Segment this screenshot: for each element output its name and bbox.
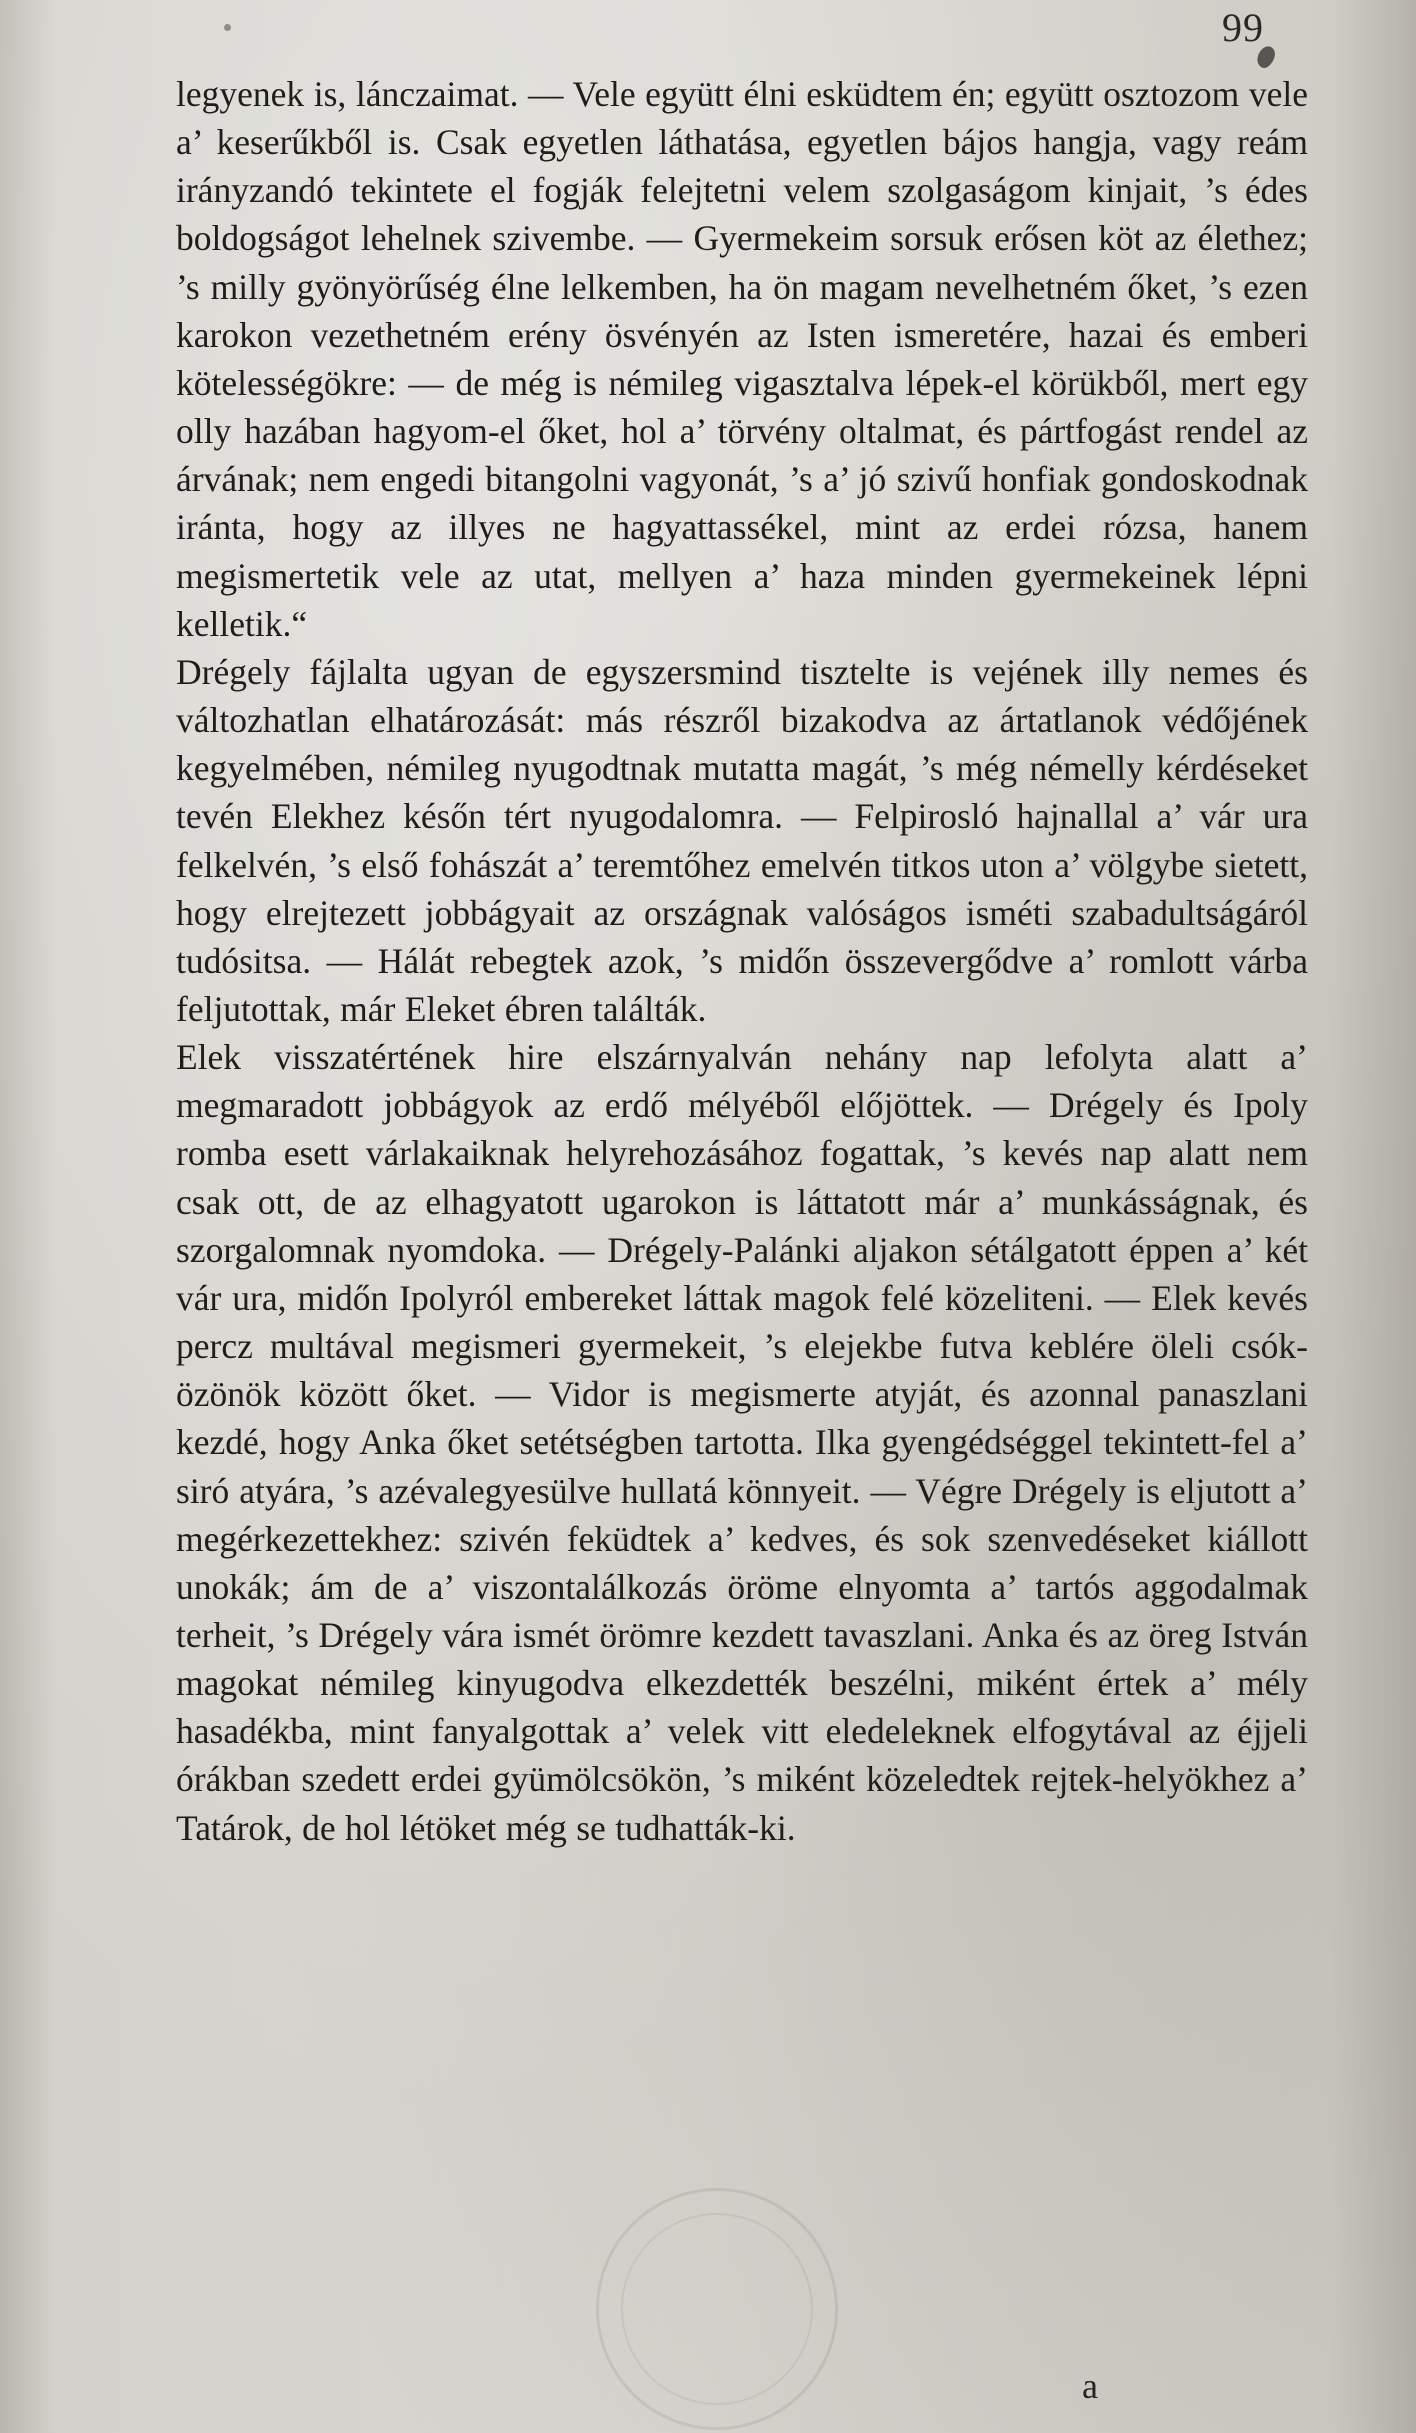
body-text: [176, 70, 1308, 1852]
faded-library-stamp-ring: [621, 2213, 813, 2405]
ink-dot: [224, 24, 231, 31]
paragraph-1: legyenek is, lánczaimat. — Vele együtt élni esküdtem én; együtt osztozom vele a’ keserűkből is. Csak egyetlen láthatása, egyetlen bájos hangja, vagy reám irányzandó tekintete el fogják felejtetni velem szolgaságom kinjait, ’s édes boldogságot lehelnek szivembe. — Gyermekeim sorsuk erősen köt az élethez; ’s milly gyönyörűség élne lelkemben, ha ön magam nevelhetném őket, ’s ezen karokon vezethetném erény ösvényén az Isten ismeretére, hazai és emberi kötelességökre: — de még is némileg vigasztalva lépek-el körükből, mert egy olly hazában hagyom-el őket, hol a’ törvény oltalmat, és pártfogást rendel az árvának; nem engedi bitangolni vagyonát, ’s a’ jó szivű honfiak gondoskodnak iránta, hogy az illyes ne hagyattassékel, mint az erdei rózsa, hanem megismertetik vele az utat, mellyen a’ haza minden gyermekeinek lépni kelletik.“: [176, 74, 1308, 644]
paragraph-3: Elek visszatértének hire elszárnyalván nehány nap lefolyta alatt a’ megmaradott jobbágyok az erdő mélyéből előjöttek. — Drégely és Ipoly romba esett várlakaiknak helyrehozásához fogattak, ’s kevés nap alatt nem csak ott, de az elhagyatott ugarokon is láttatott már a’ munkásságnak, és szorgalomnak nyomdoka. — Drégely-Palánki aljakon sétálgatott éppen a’ két vár ura, midőn Ipolyról embereket láttak magok felé közeliteni. — Elek kevés percz multával megismeri gyermekeit, ’s elejekbe futva keblére öleli csók-özönök között őket. — Vidor is megismerte atyját, és azonnal panaszlani kezdé, hogy Anka őket setétségben tartotta. Ilka gyengédséggel tekintett-fel a’ siró atyára, ’s azévalegyesülve hullatá könnyeit. — Végre Drégely is eljutott a’ megérkezettekhez: szivén feküdtek a’ kedves, és sok szenvedéseket kiállott unokák; ám de a’ viszontalálkozás öröme elnyomta a’ tartós aggodalmak terheit, ’s Drégely vára ismét örömre kezdett tavaszlani. Anka és az öreg István magokat némileg kinyugodva elkezdették beszélni, miként értek a’ mély hasadékba, mint fanyalgottak a’ velek vitt eledeleknek elfogytával az éjjeli órákban szedett erdei gyümölcsökön, ’s miként közeledtek rejtek-helyökhez a’ Tatárok, de hol létöket még se tudhatták-ki.: [176, 1037, 1308, 1848]
paragraph-2: Drégely fájlalta ugyan de egyszersmind tisztelte is vejének illy nemes és változhatlan elhatározását: más részről bizakodva az ártatlanok védőjének kegyelmében, némileg nyugodtnak mutatta magát, ’s még némelly kérdéseket tevén Elekhez későn tért nyugodalomra. — Felpirosló hajnallal a’ vár ura felkelvén, ’s első fohászát a’ teremtőhez emelvén titkos uton a’ völgybe sietett, hogy elrejtezett jobbágyait az országnak valóságos isméti szabadultságáról tudósitsa. — Hálát rebegtek azok, ’s midőn összevergődve a’ romlott várba feljutottak, már Eleket ébren találták.: [176, 651, 1308, 1029]
page-number: 99: [1222, 5, 1264, 50]
catchword: a: [1082, 2366, 1098, 2406]
faded-library-stamp: [596, 2188, 838, 2430]
